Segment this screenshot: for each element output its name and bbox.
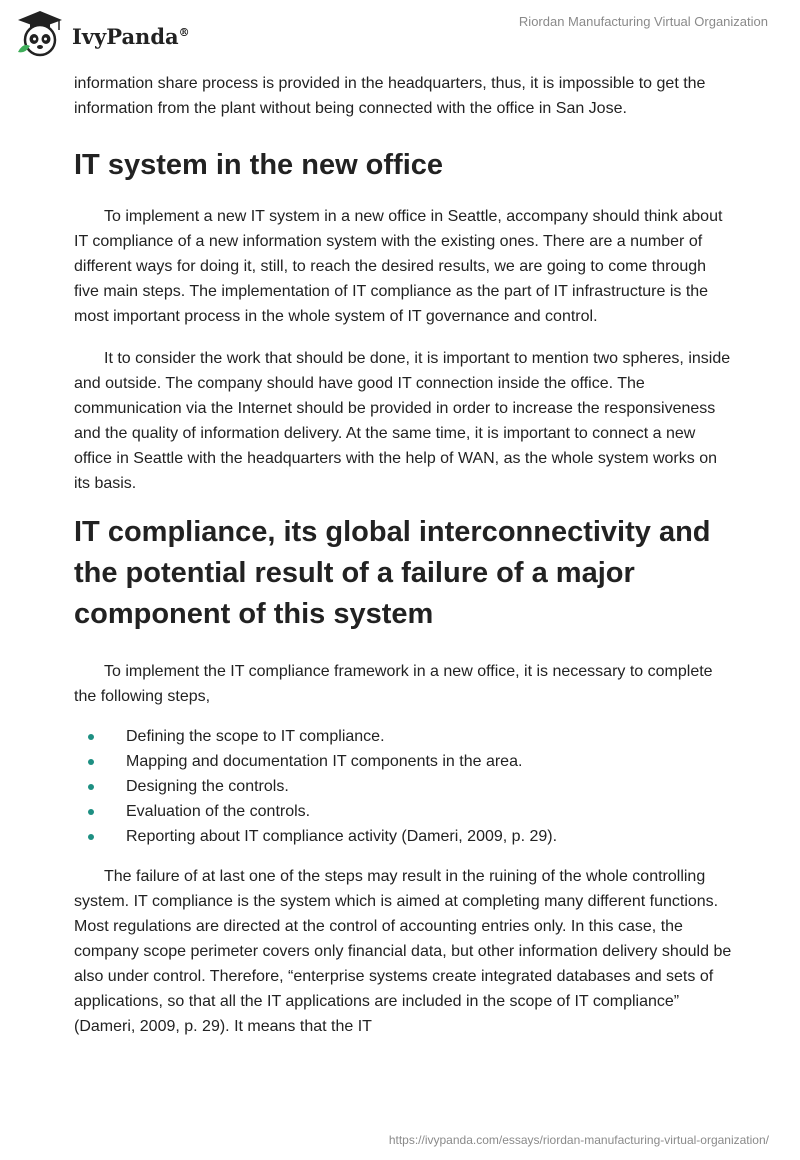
list-item: Defining the scope to IT compliance.: [74, 724, 734, 749]
page-header: [0, 0, 800, 70]
list-item: Evaluation of the controls.: [74, 799, 734, 824]
registered-mark: ®: [178, 25, 190, 39]
paragraph: The failure of at last one of the steps may result in the ruining of the whole controlling system. IT compliance is the system which is aimed at completing many different functions. Most regulations are directed at the control of accounting entries only. In this case, the company scope perimeter covers only financial data, but other information delivery should be also under control. Therefore, “enterprise systems create integrated databases and sets of applications, so that all the IT applications are included in the scope of IT compliance” (Dameri, 2009, p. 29). It means that the IT: [74, 868, 732, 1035]
intro-paragraph: information share process is provided in the headquarters, thus, it is impossible to get the information from the plant without being connected with the office in San Jose.: [74, 75, 706, 117]
bullet-dot-icon: [88, 834, 94, 840]
paragraph: It to consider the work that should be done, it is important to mention two spheres, inside and outside. The company should have good IT connection inside the office. The communication via the Internet should be provided in order to increase the responsiveness and the quality of information delivery. At the same time, it is important to connect a new office in Seattle with the headquarters with the help of WAN, as the whole system works on its basis.: [74, 350, 731, 492]
paragraph: To implement the IT compliance framework in a new office, it is necessary to complete the following steps,: [74, 663, 713, 705]
list-item: Mapping and documentation IT components in the area.: [74, 749, 734, 774]
bullet-dot-icon: [88, 809, 94, 815]
brand-name: IvyPanda: [72, 23, 179, 49]
list-item: Designing the controls.: [74, 774, 734, 799]
list-item: Reporting about IT compliance activity (Dameri, 2009, p. 29).: [74, 824, 734, 849]
ivypanda-logo[interactable]: [14, 8, 190, 60]
panda-graduate-icon: [14, 8, 66, 60]
article-body: [74, 71, 734, 1039]
bullet-dot-icon: [88, 734, 94, 740]
section-heading-it-compliance: IT compliance, its global interconnectivity and the potential result of a failure of a major component of this system: [74, 516, 711, 630]
section-heading-it-system: IT system in the new office: [74, 149, 444, 181]
bullet-dot-icon: [88, 759, 94, 765]
steps-list: [74, 724, 734, 849]
document-title: Riordan Manufacturing Virtual Organization: [518, 14, 768, 29]
bullet-dot-icon: [88, 784, 94, 790]
paragraph: To implement a new IT system in a new office in Seattle, accompany should think about IT compliance of a new information system with the existing ones. There are a number of different ways for doing it, still, to reach the desired results, we are going to come through five main steps. The implementation of IT compliance as the part of IT infrastructure is the most important process in the whole system of IT governance and control.: [74, 208, 723, 325]
source-url-link[interactable]: https://ivypanda.com/essays/riordan-manufacturing-virtual-organization/: [388, 1133, 769, 1147]
